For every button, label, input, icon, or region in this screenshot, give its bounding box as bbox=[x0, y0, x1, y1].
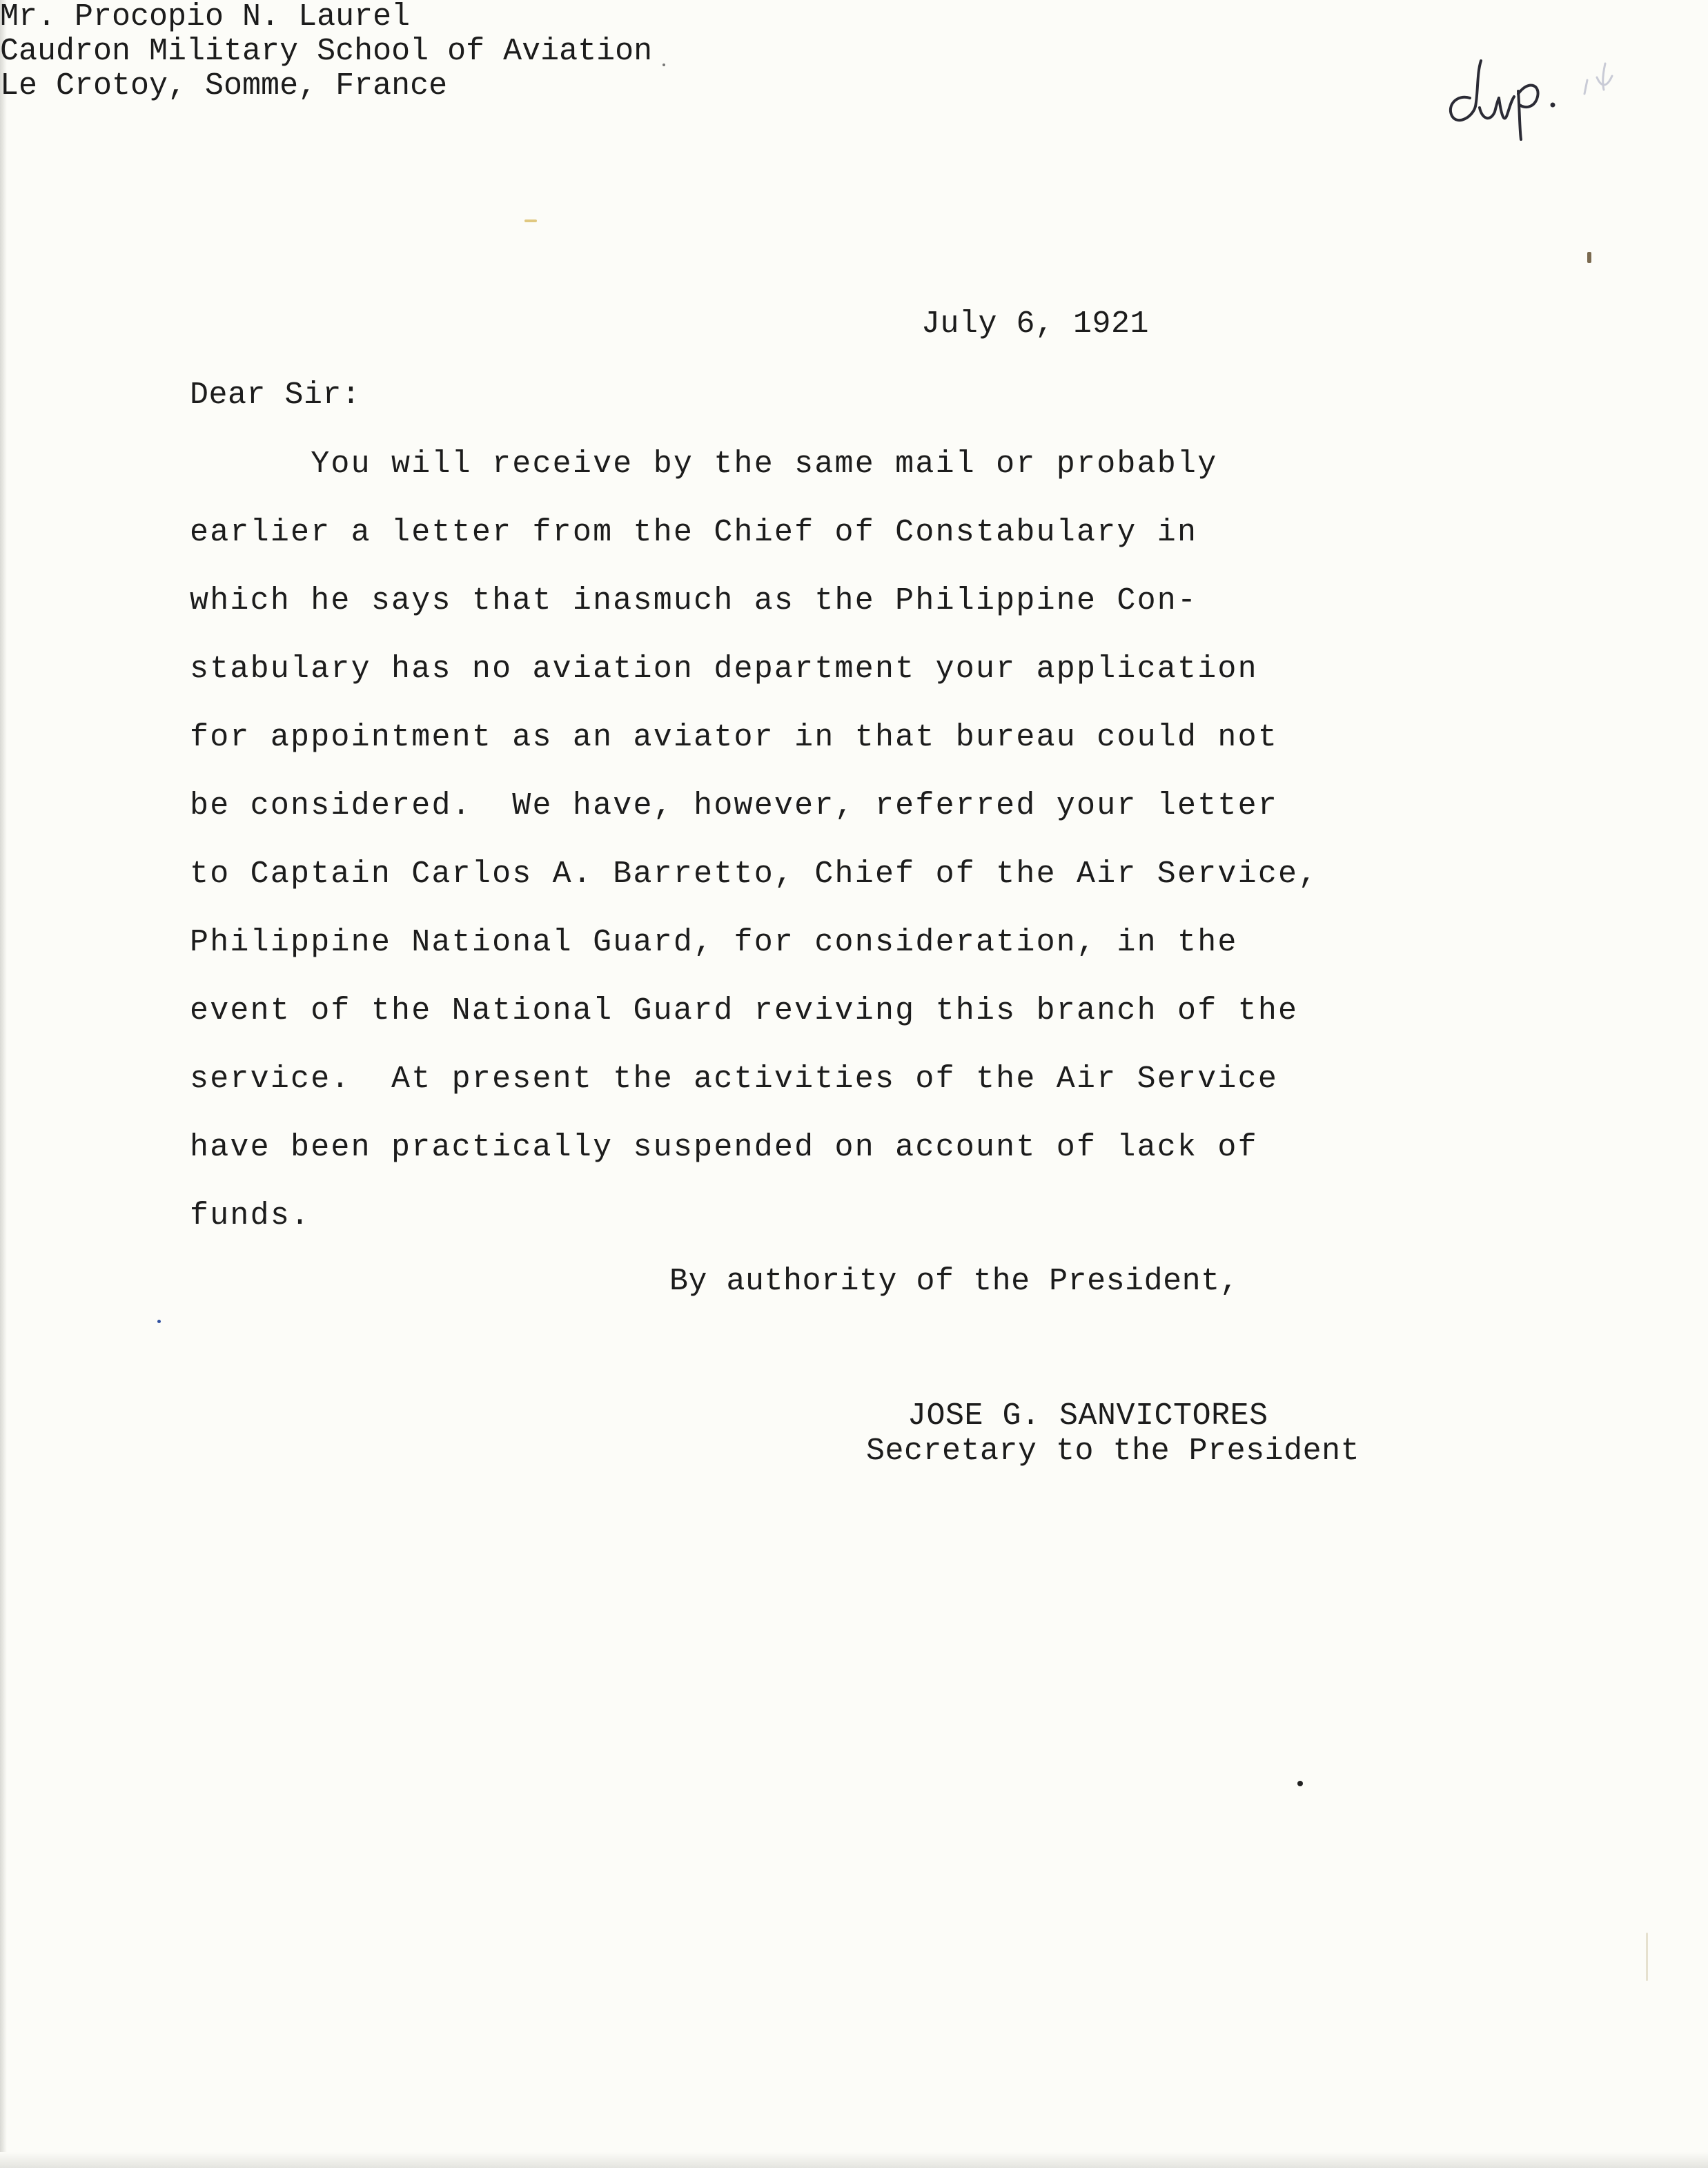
scan-speck bbox=[1587, 252, 1591, 263]
body-line: stabulary has no aviation department your application bbox=[190, 652, 1258, 687]
body-line: event of the National Guard reviving this branch of the bbox=[190, 993, 1299, 1028]
handwritten-annotation bbox=[1442, 48, 1629, 152]
letter-date: July 6, 1921 bbox=[921, 306, 1150, 342]
addressee-address: Le Crotoy, Somme, France bbox=[0, 68, 448, 104]
addressee-school: Caudron Military School of Aviation bbox=[0, 34, 653, 69]
body-line: to Captain Carlos A. Barretto, Chief of the Air Service, bbox=[190, 857, 1319, 892]
body-line: for appointment as an aviator in that bureau could not bbox=[190, 720, 1279, 755]
addressee-name: Mr. Procopio N. Laurel bbox=[0, 0, 411, 35]
scan-edge-left bbox=[0, 0, 7, 2168]
body-line: funds. bbox=[190, 1198, 311, 1233]
signer-name: JOSE G. SANVICTORES bbox=[907, 1398, 1268, 1434]
scan-speck bbox=[1646, 1933, 1648, 1981]
scan-speck bbox=[1297, 1781, 1303, 1786]
salutation: Dear Sir: bbox=[190, 378, 361, 413]
scan-speck bbox=[524, 219, 537, 222]
body-line: which he says that inasmuch as the Philippine Con- bbox=[190, 583, 1198, 618]
scan-speck bbox=[157, 1320, 161, 1323]
body-line: have been practically suspended on account of lack of bbox=[190, 1130, 1258, 1165]
signer-title: Secretary to the President bbox=[866, 1434, 1360, 1469]
closing-line: By authority of the President, bbox=[669, 1264, 1239, 1299]
body-line: Philippine National Guard, for consideration, in the bbox=[190, 925, 1238, 960]
body-line: You will receive by the same mail or probably bbox=[190, 447, 1218, 482]
scan-speck bbox=[662, 64, 665, 66]
body-line: service. At present the activities of the Air Service bbox=[190, 1062, 1279, 1097]
body-line: be considered. We have, however, referred your letter bbox=[190, 788, 1279, 823]
scan-edge-bottom bbox=[0, 2152, 1708, 2168]
body-line: earlier a letter from the Chief of Constabulary in bbox=[190, 515, 1198, 550]
